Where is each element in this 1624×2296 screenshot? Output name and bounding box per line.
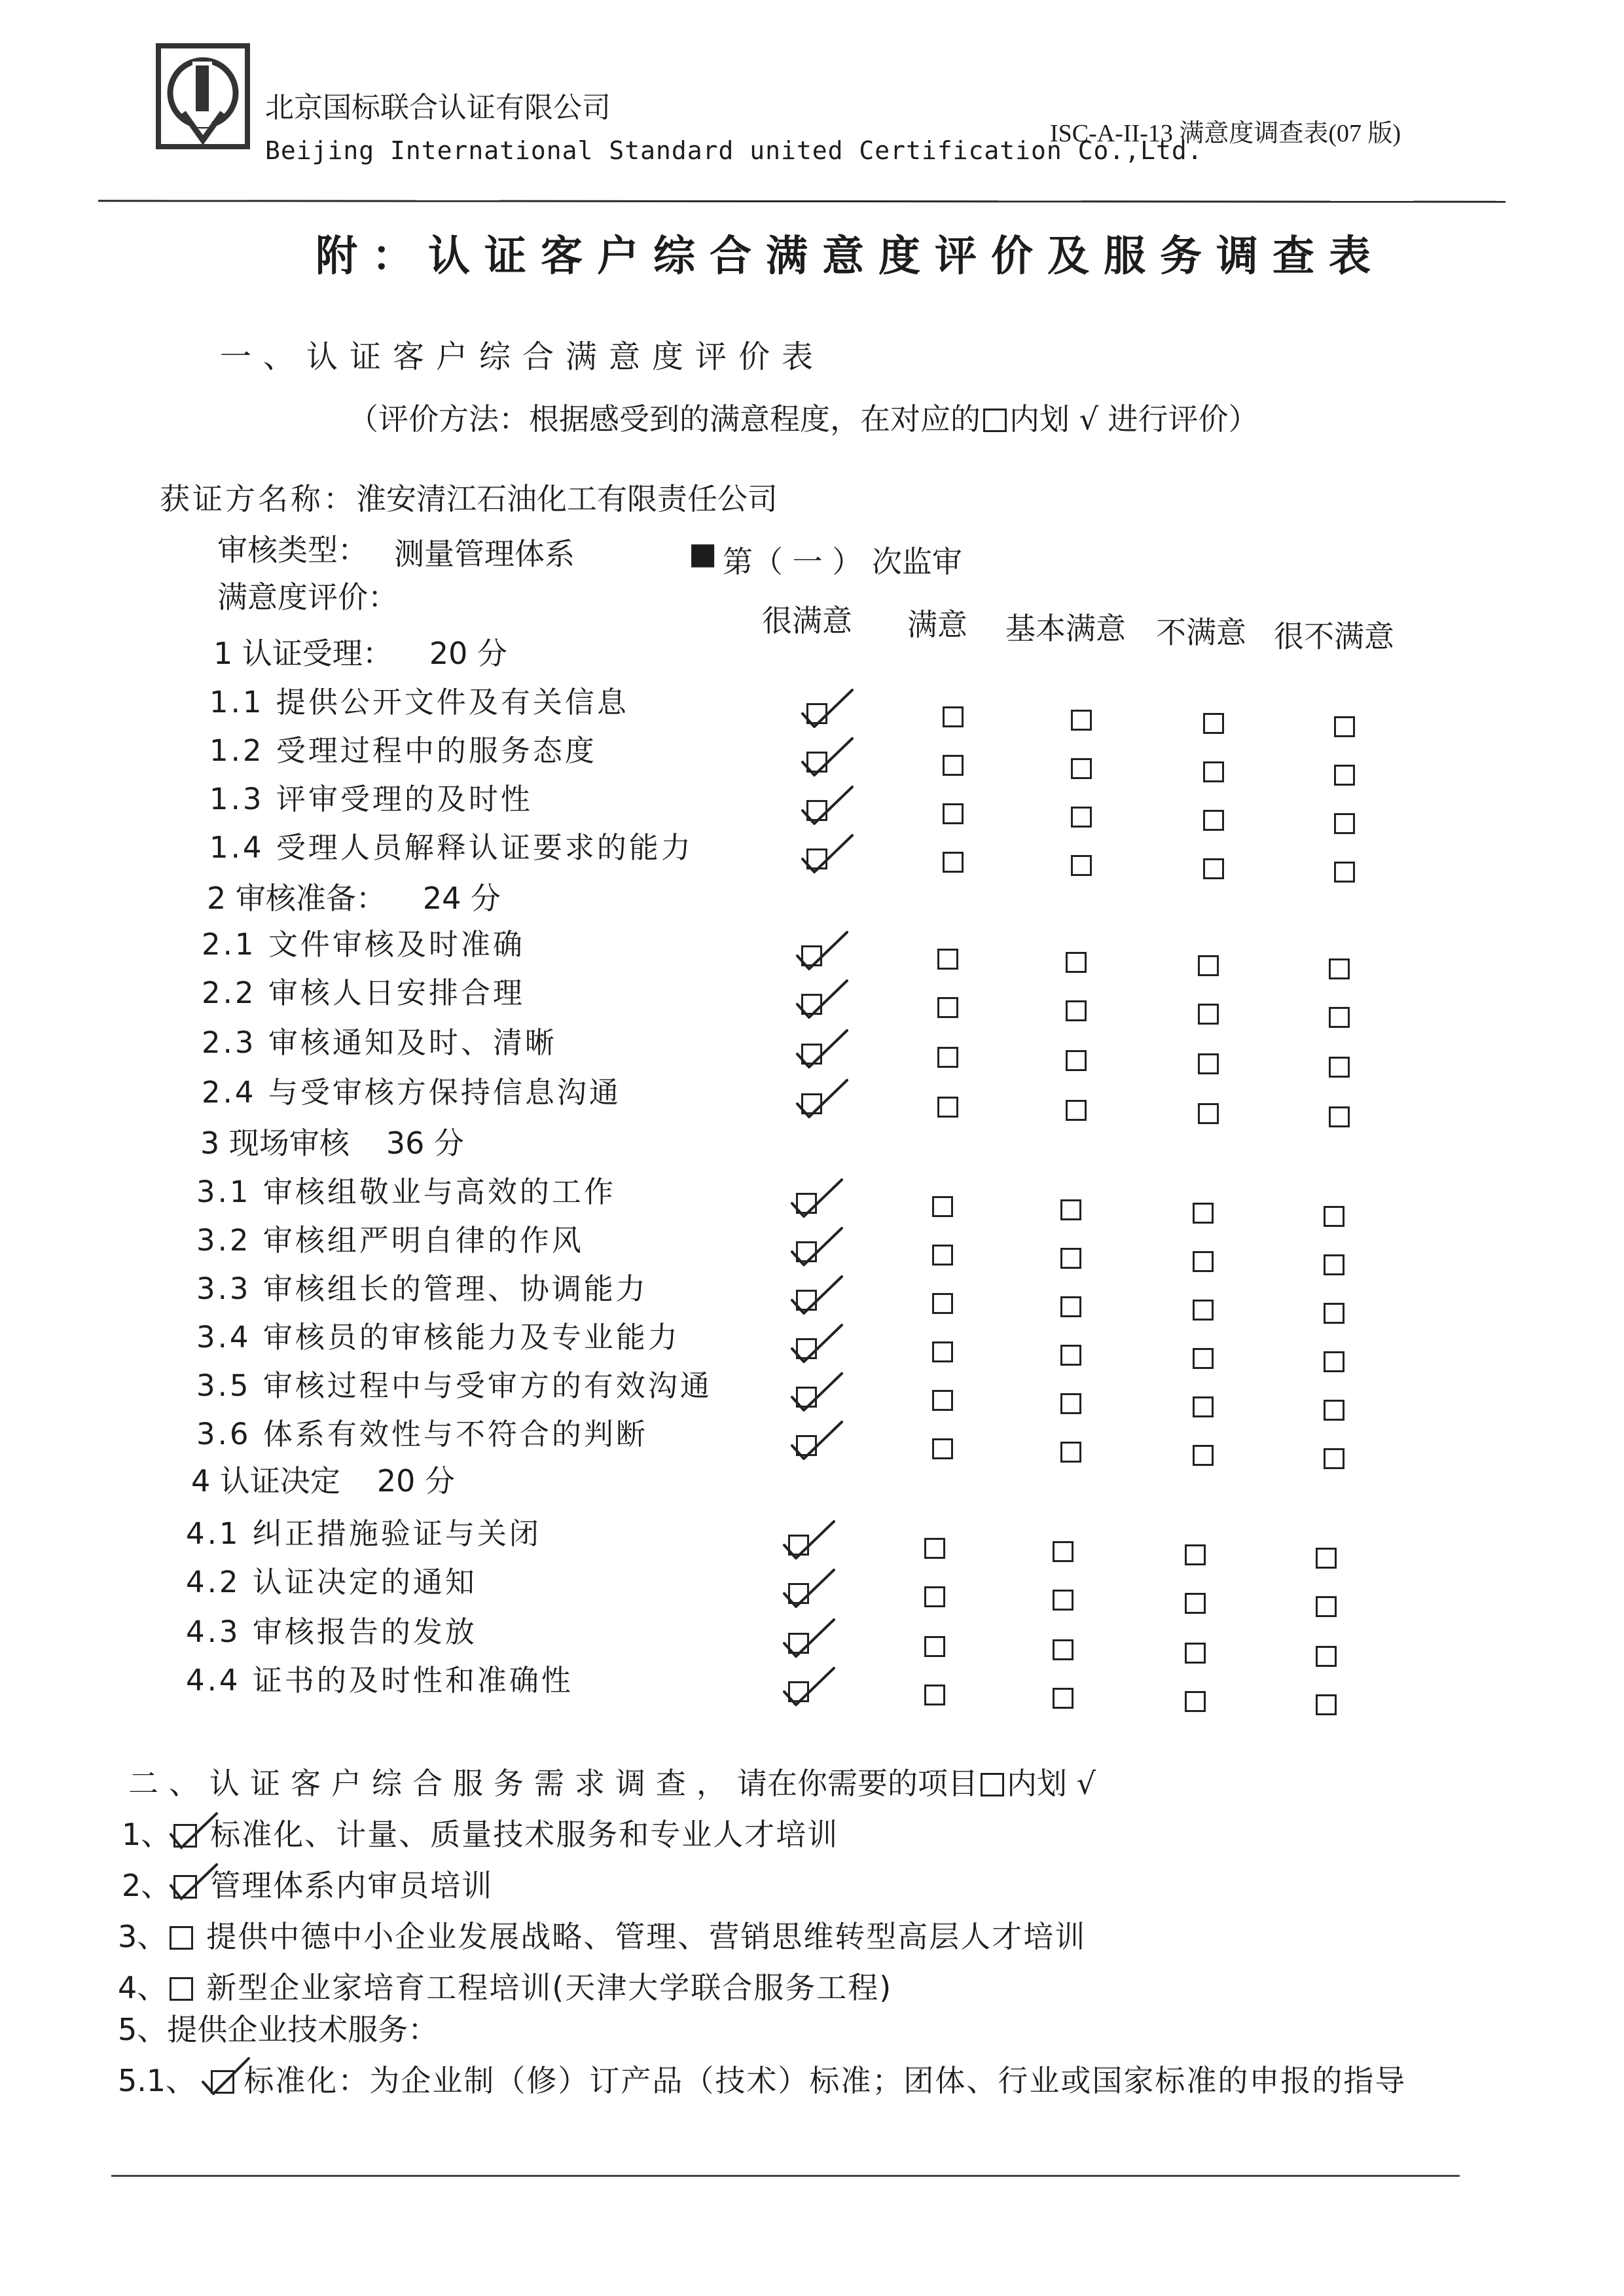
checkmark-icon (797, 780, 856, 833)
category-label: 1 认证受理： (213, 636, 393, 671)
service-item-5-1-label: 标准化：为企业制（修）订产品（技术）标准；团体、行业或国家标准的申报的指导 (244, 2063, 1407, 2098)
rating-item-label: 4.4 证书的及时性和准确性 (186, 1663, 573, 1698)
rating-item-label: 3.3 审核组长的管理、协调能力 (196, 1271, 648, 1306)
service-need-item (122, 1811, 839, 1854)
rating-checkbox[interactable] (1316, 1596, 1337, 1617)
rating-checkbox[interactable] (943, 852, 964, 873)
rating-checkbox[interactable] (1193, 1203, 1214, 1224)
service-need-item (118, 1964, 892, 2007)
rating-checkbox[interactable] (1203, 810, 1224, 831)
rating-checkbox[interactable] (1324, 1400, 1344, 1421)
rating-item-label: 3.5 审核过程中与受审方的有效沟通 (196, 1368, 712, 1403)
rating-checkbox[interactable] (1185, 1643, 1206, 1664)
method-text-2: 内划 √ 进行评价） (1009, 401, 1259, 437)
method-text-1: （评价方法：根据感受到的满意程度，在对应的 (348, 401, 981, 437)
rating-item-label: 3.2 审核组严明自律的作风 (196, 1223, 584, 1258)
rating-item-label: 3.1 审核组敬业与高效的工作 (196, 1175, 616, 1209)
rating-checkbox[interactable] (1193, 1251, 1214, 1272)
rating-checkbox[interactable] (1329, 1007, 1350, 1028)
column-header: 满意 (907, 607, 967, 642)
rating-checkbox[interactable] (932, 1341, 953, 1362)
rating-checkbox[interactable] (1066, 1050, 1087, 1071)
rating-item-label: 4.3 审核报告的发放 (186, 1614, 477, 1649)
rating-item-label: 2.2 审核人日安排合理 (202, 975, 525, 1010)
rating-checkbox[interactable] (1060, 1248, 1081, 1269)
client-name-label: 获证方名称： (160, 481, 356, 517)
category-heading (200, 1120, 464, 1163)
service-need-num: 4、 (118, 1970, 168, 2005)
column-header: 很满意 (762, 603, 852, 638)
rating-checkbox[interactable] (1324, 1206, 1344, 1227)
rating-checkbox[interactable] (1329, 1106, 1350, 1127)
checkmark-icon (792, 926, 851, 978)
service-need-item (118, 1913, 1086, 1956)
section2-header (128, 1760, 1096, 1803)
section1-title: 一、认证客户综合满意度评价表 (220, 338, 825, 375)
evaluation-method (348, 395, 1259, 439)
checkmark-icon (787, 1415, 846, 1468)
rating-checkbox[interactable] (932, 1196, 953, 1217)
rating-checkbox[interactable] (1324, 1351, 1344, 1372)
rating-checkbox[interactable] (1316, 1694, 1337, 1715)
rating-checkbox[interactable] (1060, 1345, 1081, 1366)
rating-checkbox[interactable] (1198, 1103, 1219, 1124)
rating-checkbox[interactable] (1334, 716, 1355, 737)
checkbox-square (170, 1926, 193, 1950)
service-need-num: 3、 (118, 1919, 168, 1954)
rating-checkbox[interactable] (1316, 1646, 1337, 1667)
company-name-en: Beijing International Standard united Certification Co.,Ltd. (265, 136, 1203, 165)
rating-checkbox[interactable] (1185, 1593, 1206, 1614)
service-need-item (122, 1862, 493, 1905)
service-need-label: 新型企业家培育工程培训(天津大学联合服务工程) (206, 1970, 893, 2005)
rating-checkbox[interactable] (1060, 1442, 1081, 1463)
rating-item-label: 3.6 体系有效性与不符合的判断 (196, 1417, 648, 1451)
checkmark-icon (787, 1222, 846, 1274)
rating-item-label: 4.1 纠正措施验证与关闭 (186, 1516, 541, 1551)
rating-checkbox[interactable] (1329, 958, 1350, 979)
rating-checkbox[interactable] (1203, 858, 1224, 879)
checkmark-icon (779, 1563, 838, 1616)
service-need-num: 2、 (122, 1868, 171, 1903)
checkmark-icon (787, 1173, 846, 1226)
rating-item-label: 1.3 评审受理的及时性 (209, 782, 533, 816)
rating-checkbox[interactable] (932, 1293, 953, 1314)
rating-checkbox[interactable] (1334, 813, 1355, 834)
rating-checkbox[interactable] (1071, 710, 1092, 731)
checkmark-icon (797, 683, 856, 736)
rating-checkbox[interactable] (1198, 1004, 1219, 1025)
rating-checkbox[interactable] (937, 1097, 958, 1118)
audit-round: 第（ 一 ） 次监审 (723, 544, 962, 579)
checkmark-icon (779, 1613, 838, 1666)
section2-example-checkbox (981, 1773, 1004, 1796)
category-heading (213, 630, 507, 673)
section2-instruction-2: 内划 √ (1007, 1766, 1096, 1801)
service-need-checkbox[interactable] (167, 1925, 198, 1951)
service-need-label: 提供中德中小企业发展战略、管理、营销思维转型高层人才培训 (206, 1919, 1087, 1954)
category-score: 20 分 (429, 636, 508, 671)
rating-checkbox[interactable] (1053, 1541, 1074, 1562)
checkmark-icon (792, 1024, 851, 1076)
category-heading (207, 875, 501, 918)
checkmark-icon (787, 1319, 846, 1371)
checkmark-icon (167, 1859, 219, 1905)
service-need-num: 1、 (122, 1817, 171, 1852)
company-name-cn: 北京国标联合认证有限公司 (265, 91, 611, 124)
service-need-label: 管理体系内审员培训 (210, 1868, 494, 1903)
rating-checkbox[interactable] (1198, 955, 1219, 976)
rating-item-label: 1.1 提供公开文件及有关信息 (209, 685, 629, 720)
column-header: 很不满意 (1274, 619, 1394, 654)
example-checkbox (983, 409, 1007, 432)
checkmark-icon (797, 732, 856, 784)
rating-checkbox[interactable] (1193, 1445, 1214, 1466)
rating-checkbox[interactable] (943, 706, 964, 727)
rating-checkbox[interactable] (1053, 1639, 1074, 1660)
client-name-value: 淮安清江石油化工有限责任公司 (356, 481, 778, 517)
rating-item-label: 1.4 受理人员解释认证要求的能力 (209, 830, 693, 865)
header-divider (98, 200, 1506, 203)
category-score: 24 分 (422, 881, 501, 916)
rating-checkbox[interactable] (932, 1390, 953, 1411)
rating-checkbox[interactable] (1066, 1100, 1087, 1121)
rating-item-label: 3.4 审核员的审核能力及专业能力 (196, 1320, 680, 1355)
rating-checkbox[interactable] (1198, 1053, 1219, 1074)
rating-checkbox[interactable] (1193, 1348, 1214, 1369)
checkmark-icon (797, 829, 856, 881)
section2-instruction-1: 请在你需要的项目 (737, 1766, 978, 1801)
audit-type-mark: ■ (689, 536, 717, 571)
checkmark-icon (167, 1808, 219, 1854)
rating-item-label: 4.2 认证决定的通知 (186, 1565, 477, 1599)
service-need-checkbox[interactable] (167, 1976, 198, 2002)
category-label: 3 现场审核 (200, 1125, 350, 1161)
service-item-5: 5、提供企业技术服务： (118, 2012, 439, 2047)
page-title: 附：认证客户综合满意度评价及服务调查表 (316, 232, 1385, 281)
service-item-5-1-checkbox[interactable] (206, 2069, 234, 2095)
audit-type-label: 审核类型： (217, 532, 368, 568)
checkmark-icon (779, 1662, 838, 1714)
rating-checkbox[interactable] (1071, 807, 1092, 828)
category-score: 36 分 (386, 1125, 465, 1161)
rating-checkbox[interactable] (924, 1636, 945, 1657)
rating-checkbox[interactable] (1316, 1548, 1337, 1569)
rating-checkbox[interactable] (1193, 1300, 1214, 1321)
rating-checkbox[interactable] (937, 949, 958, 970)
column-header: 不满意 (1156, 615, 1246, 650)
form-code: ISC-A-II-13 满意度调查表(07 版) (1050, 120, 1401, 147)
rating-checkbox[interactable] (1053, 1590, 1074, 1611)
rating-checkbox[interactable] (932, 1245, 953, 1266)
category-score: 20 分 (376, 1463, 456, 1499)
rating-checkbox[interactable] (1203, 761, 1224, 782)
client-name-field (160, 475, 778, 519)
rating-checkbox[interactable] (924, 1586, 945, 1607)
rating-checkbox[interactable] (1066, 1000, 1087, 1021)
rating-checkbox[interactable] (924, 1685, 945, 1705)
checkmark-icon (787, 1270, 846, 1322)
audit-type-value: 测量管理体系 (394, 536, 575, 572)
rating-item-label: 2.1 文件审核及时准确 (202, 927, 525, 962)
rating-checkbox[interactable] (1185, 1544, 1206, 1565)
column-header: 基本满意 (1005, 611, 1126, 646)
rating-checkbox[interactable] (1329, 1057, 1350, 1078)
footer-divider (111, 2175, 1460, 2177)
section2-title: 二、认证客户综合服务需求调查， (128, 1766, 737, 1801)
service-need-checkbox[interactable] (171, 1823, 202, 1849)
rating-checkbox[interactable] (937, 997, 958, 1018)
category-label: 4 认证决定 (191, 1463, 340, 1499)
rating-checkbox[interactable] (1060, 1199, 1081, 1220)
rating-checkbox[interactable] (1324, 1448, 1344, 1469)
rating-checkbox[interactable] (1071, 855, 1092, 876)
rating-checkbox[interactable] (1334, 862, 1355, 883)
rating-checkbox[interactable] (943, 755, 964, 776)
rating-checkbox[interactable] (932, 1438, 953, 1459)
rating-checkbox[interactable] (943, 803, 964, 824)
rating-checkbox[interactable] (1193, 1396, 1214, 1417)
category-heading (191, 1457, 455, 1501)
rating-item-label: 2.4 与受审核方保持信息沟通 (202, 1075, 621, 1110)
rating-checkbox[interactable] (1324, 1303, 1344, 1324)
checkbox-square (170, 1977, 193, 2001)
company-logo (154, 42, 251, 151)
checkmark-icon (779, 1515, 838, 1567)
rating-checkbox[interactable] (1060, 1296, 1081, 1317)
rating-checkbox[interactable] (1324, 1254, 1344, 1275)
rating-checkbox[interactable] (924, 1538, 945, 1559)
rating-checkbox[interactable] (1071, 758, 1092, 779)
rating-item-label: 1.2 受理过程中的服务态度 (209, 733, 597, 768)
service-item-5-1-num: 5.1、 (118, 2063, 196, 2098)
checkmark-icon (199, 2054, 251, 2100)
service-need-checkbox[interactable] (171, 1874, 202, 1900)
rating-checkbox[interactable] (937, 1047, 958, 1068)
rating-checkbox[interactable] (1334, 765, 1355, 786)
rating-checkbox[interactable] (1066, 952, 1087, 973)
satisfaction-label: 满意度评价： (217, 579, 398, 615)
service-item-5-1 (118, 2057, 1406, 2100)
checkmark-icon (787, 1367, 846, 1419)
rating-checkbox[interactable] (1185, 1691, 1206, 1712)
rating-checkbox[interactable] (1203, 713, 1224, 734)
checkmark-icon (792, 1074, 851, 1126)
rating-item-label: 2.3 审核通知及时、清晰 (202, 1025, 557, 1060)
category-label: 2 审核准备： (207, 881, 386, 916)
checkmark-icon (792, 974, 851, 1027)
rating-checkbox[interactable] (1053, 1688, 1074, 1709)
service-need-label: 标准化、计量、质量技术服务和专业人才培训 (210, 1817, 839, 1852)
rating-checkbox[interactable] (1060, 1393, 1081, 1414)
